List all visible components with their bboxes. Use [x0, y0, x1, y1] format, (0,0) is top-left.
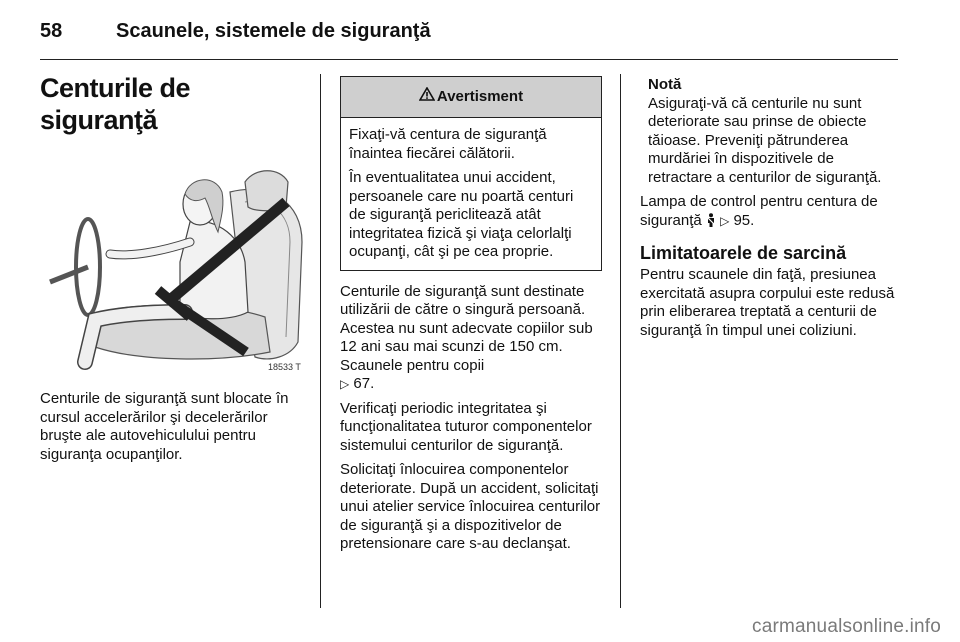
- page-number: 58: [40, 20, 63, 42]
- header-rule: [40, 59, 898, 60]
- section-title: Scaunele, sistemele de siguranţă: [116, 20, 431, 42]
- warning-triangle-icon: [419, 87, 435, 107]
- warning-header: [341, 77, 601, 118]
- reference-arrow-icon: ▷: [720, 213, 730, 228]
- warning-box: [340, 76, 602, 271]
- seatbelt-icon: [706, 212, 720, 229]
- column-divider: [320, 74, 321, 608]
- warning-paragraph: În eventualitatea unui accident, persoanele care nu poartă centuri de siguranţă periclitează atât integritatea fizică şi viaţa celorlalţi ocupanţi, cât şi pe cea proprie.: [349, 169, 574, 260]
- subheading: Limitatoarele de sarcină: [640, 243, 847, 263]
- middle-column: [340, 76, 602, 560]
- warning-heading: Avertisment: [436, 87, 524, 105]
- note-heading: Notă: [648, 76, 682, 93]
- lamp-paragraph: Lampa de control pentru centura de siguranţă ▷ 95.: [640, 193, 878, 229]
- note-text: Asiguraţi-vă că centurile nu sunt deteriorate sau prinse de obiecte tăioase. Preveniţi pătrunderea murdăriei în dispozitivele de retractare a centurilor de siguranţă.: [648, 94, 882, 186]
- page-title: Centurile de siguranţă: [40, 73, 191, 135]
- warning-body: [341, 118, 601, 270]
- warning-paragraph: Fixaţi-vă centura de siguranţă înaintea fiecărei călătorii.: [349, 126, 547, 162]
- right-column: [640, 76, 902, 340]
- page-reference-link[interactable]: 95.: [733, 211, 755, 229]
- seatbelt-illustration: [40, 162, 310, 374]
- figure-code: 18533 T: [268, 362, 301, 372]
- page-reference-link[interactable]: 67.: [353, 375, 375, 392]
- body-paragraph: Centurile de siguranţă sunt destinate utilizării de către o singură persoană. Acestea nu sunt adecvate copiilor sub 12 ani sau mai scunzi de 150 cm. Scaunele pentru copii ▷ 67.: [340, 282, 593, 392]
- reference-arrow-icon: ▷: [340, 377, 350, 391]
- body-paragraph: Verificaţi periodic integritatea şi funcţionalitatea tuturor componentelor sistemului centurilor de siguranţă.: [340, 399, 592, 454]
- page-header: [40, 18, 900, 46]
- left-column: [40, 72, 308, 470]
- body-paragraph: Solicitaţi înlocuirea componentelor deteriorate. După un accident, solicitaţi unui atelier service înlocuirea centurilor de siguranţă şi a dispozitivelor de pretensionare care s-au declanşat.: [340, 461, 601, 552]
- watermark: carmanualsonline.info: [752, 616, 942, 637]
- intro-paragraph: Centurile de siguranţă sunt blocate în cursul accelerărilor şi decelerărilor bruşte ale autovehiculului pentru siguranţa ocupanţilor.: [40, 390, 289, 463]
- subheading-text: Pentru scaunele din faţă, presiunea exercitată asupra corpului este redusă prin eliberarea treptată a centurii de siguranţă în timpul unei coliziuni.: [640, 266, 895, 339]
- column-divider: [620, 74, 621, 608]
